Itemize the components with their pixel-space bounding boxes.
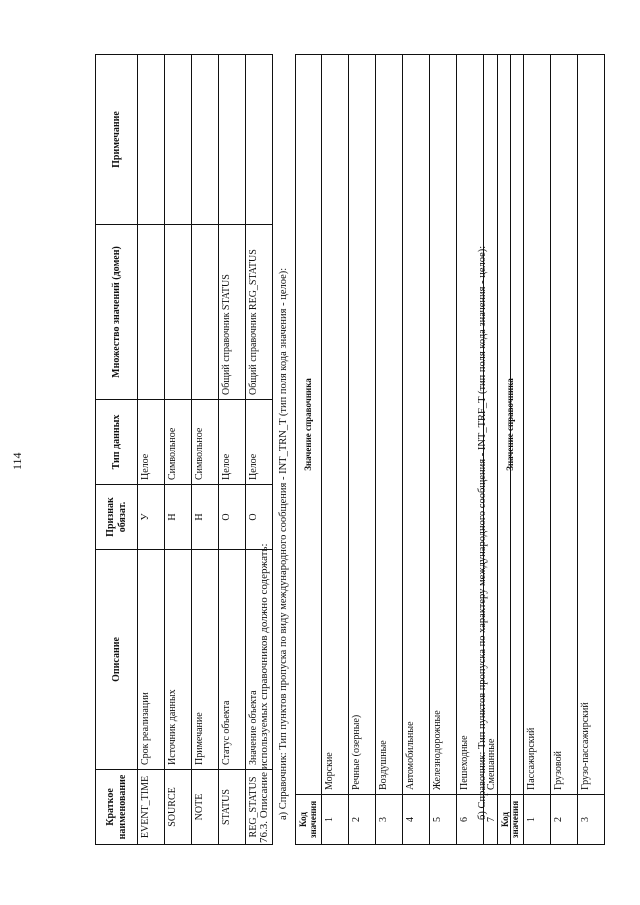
cell-value: Пешеходные — [456, 55, 483, 795]
col-header-short-name: Краткое наименование — [96, 770, 138, 845]
table-row — [375, 55, 402, 845]
cell-domain — [165, 225, 192, 400]
col-header-value: Значение справочника — [498, 55, 524, 795]
cell-mandatory: О — [219, 485, 246, 550]
cell-code: 1 — [321, 795, 348, 845]
cell-value: Грузо-пассажирский — [577, 55, 604, 795]
cell-description: Примечание — [192, 550, 219, 770]
col-header-mandatory: Признак обязат. — [96, 485, 138, 550]
cell-short-name: NOTE — [192, 770, 219, 845]
col-header-domain: Множество значений (домен) — [96, 225, 138, 400]
cell-domain — [138, 225, 165, 400]
cell-value: Автомобильные — [402, 55, 429, 795]
cell-code: 6 — [456, 795, 483, 845]
cell-domain — [192, 225, 219, 400]
cell-mandatory: Н — [165, 485, 192, 550]
cell-code: 1 — [523, 795, 550, 845]
cell-code: 5 — [429, 795, 456, 845]
cell-domain: Общий справочник REG_STATUS — [246, 225, 273, 400]
ref-b-caption: б) Справочник: Тип пунктов пропуска по характеру международного сообщения - INT_TRF_T (тип поля кода значения - целое): — [477, 245, 488, 820]
col-header-code: Код значения — [498, 795, 524, 845]
attributes-table — [95, 54, 273, 845]
cell-description: Источник данных — [165, 550, 192, 770]
table-row — [321, 55, 348, 845]
cell-short-name: REG_STATUS — [246, 770, 273, 845]
table-row — [219, 55, 246, 845]
cell-note — [138, 55, 165, 225]
table-row — [402, 55, 429, 845]
cell-description: Значение объекта — [246, 550, 273, 770]
table-row — [523, 55, 550, 845]
table-row — [348, 55, 375, 845]
cell-value: Пассажирский — [523, 55, 550, 795]
cell-data-type: Символьное — [192, 400, 219, 485]
cell-code: 3 — [375, 795, 402, 845]
cell-value: Смешанные — [483, 55, 510, 795]
col-header-value: Значение справочника — [296, 55, 322, 795]
page-number: 114 — [10, 452, 24, 470]
table-row — [550, 55, 577, 845]
table-row — [192, 55, 219, 845]
col-header-description: Описание — [96, 550, 138, 770]
cell-description: Срок реализации — [138, 550, 165, 770]
cell-description: Статус объекта — [219, 550, 246, 770]
cell-mandatory: О — [246, 485, 273, 550]
cell-value: Речные (озерные) — [348, 55, 375, 795]
ref-a-caption: а) Справочник: Тип пунктов пропуска по виду международного сообщения - INT_TRN_T (тип поля кода значения - целое): — [278, 267, 289, 820]
cell-note — [219, 55, 246, 225]
cell-value: Грузовой — [550, 55, 577, 795]
cell-code: 7 — [483, 795, 510, 845]
table-row — [429, 55, 456, 845]
ref-b-table — [497, 54, 605, 845]
cell-short-name: STATUS — [219, 770, 246, 845]
cell-value: Воздушные — [375, 55, 402, 795]
cell-mandatory: Н — [192, 485, 219, 550]
cell-data-type: Символьное — [165, 400, 192, 485]
cell-data-type: Целое — [138, 400, 165, 485]
cell-code: 2 — [550, 795, 577, 845]
table-row — [577, 55, 604, 845]
cell-domain: Общий справочник STATUS — [219, 225, 246, 400]
cell-note — [165, 55, 192, 225]
table-row — [138, 55, 165, 845]
cell-code: 4 — [402, 795, 429, 845]
cell-note — [192, 55, 219, 225]
col-header-data-type: Тип данных — [96, 400, 138, 485]
col-header-note: Примечание — [96, 55, 138, 225]
cell-data-type: Целое — [246, 400, 273, 485]
cell-code: 3 — [577, 795, 604, 845]
table-row — [165, 55, 192, 845]
cell-code: 2 — [348, 795, 375, 845]
cell-short-name: SOURCE — [165, 770, 192, 845]
cell-value: Морские — [321, 55, 348, 795]
cell-mandatory: У — [138, 485, 165, 550]
col-header-code: Код значения — [296, 795, 322, 845]
section-heading: 76.3. Описание используемых справочников должно содержать: — [258, 543, 270, 843]
cell-short-name: EVENT_TIME — [138, 770, 165, 845]
cell-note — [246, 55, 273, 225]
cell-data-type: Целое — [219, 400, 246, 485]
cell-value: Железнодорожные — [429, 55, 456, 795]
